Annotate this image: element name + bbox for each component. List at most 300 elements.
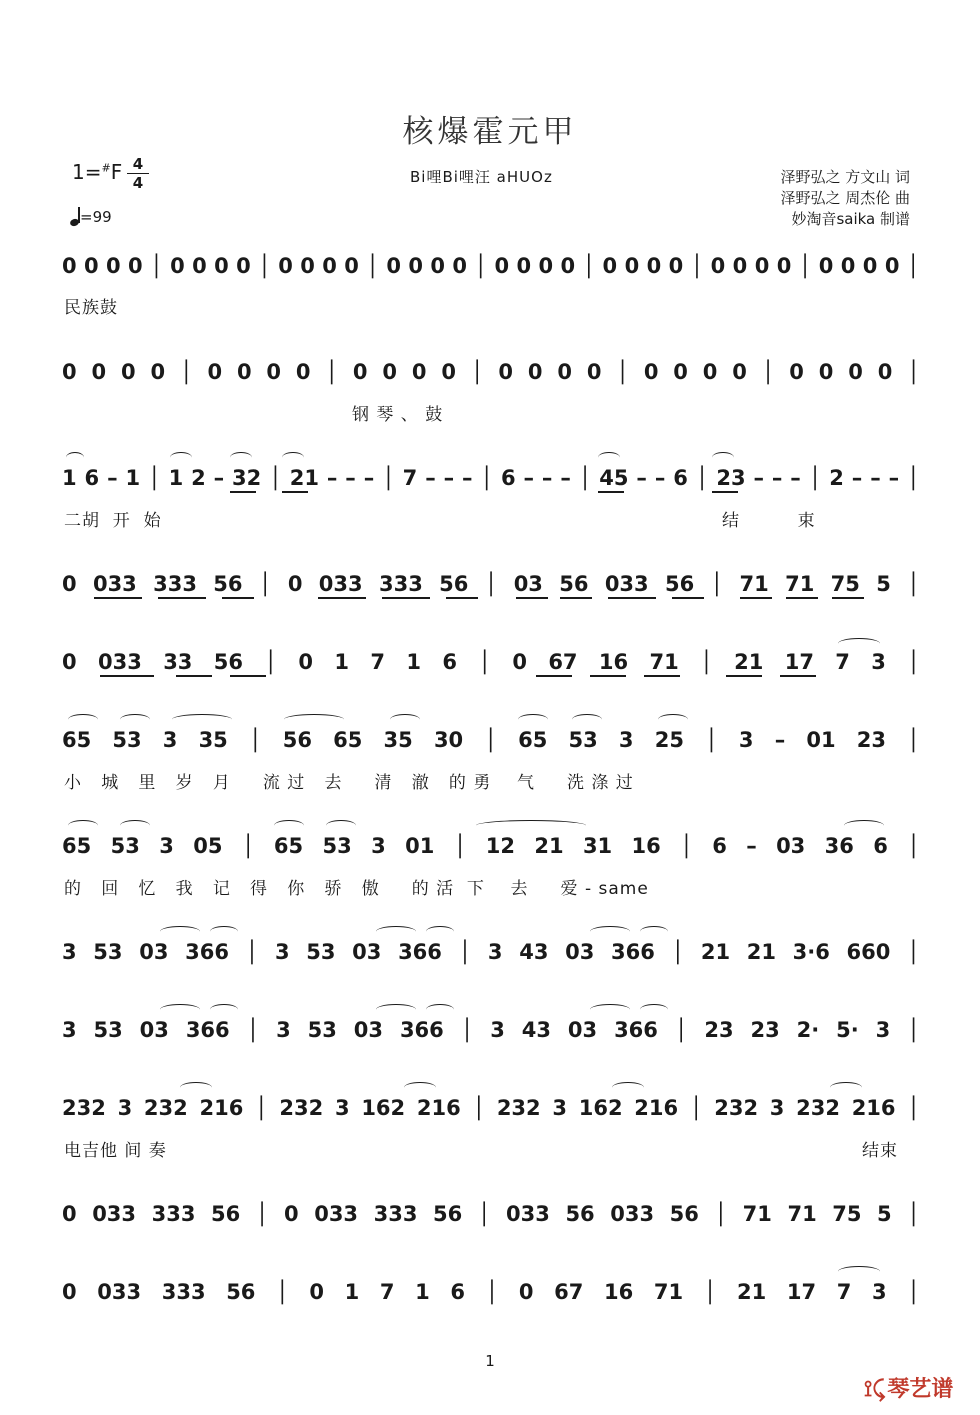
barline: │ [480,466,494,490]
note-group: 16 [603,1280,634,1304]
note-group: 0 [862,254,878,278]
note-group: 35 [383,728,413,752]
note-group: 0 [128,254,143,278]
note-group: 03 [565,940,595,964]
note-group: 0 [236,254,251,278]
notation-system-4 [62,572,920,596]
barline: │ [264,650,278,674]
notation-system-10 [62,1096,920,1120]
note-group: – [654,466,666,490]
note-group: 71 [739,572,769,596]
lyric-line-7: 的 回 忆 我 记 得 你 骄 傲 的 活 下 去 爱 - same [64,879,649,899]
note-group: 03 [776,834,806,858]
note-group: 6 [873,834,888,858]
note-group: 21 [734,650,764,674]
note-group: 56 [565,1202,595,1226]
note-group: 67 [548,650,578,674]
note-group: 232 [796,1096,840,1120]
note-group: 366 [185,940,229,964]
note-group: 71 [742,1202,772,1226]
note-group: 05 [193,834,223,858]
note-group: 0 [516,254,532,278]
subtitle: Bi哩Bi哩汪 aHUOz [410,168,553,186]
note-group: 033 [97,650,142,674]
note-group: 366 [399,1018,444,1042]
note-group: 21 [534,834,564,858]
note-group: 366 [398,940,442,964]
note-group: 23 [750,1018,780,1042]
barline: │ [695,466,709,490]
note-group: – [326,466,338,490]
barline: │ [710,572,724,596]
barline: │ [798,254,812,278]
note-group: 43 [519,940,549,964]
note-group: 56 [226,1280,256,1304]
note-group: 17 [784,650,814,674]
barline: │ [671,940,685,964]
note-group: 033 [314,1202,359,1226]
note-group: 216 [199,1096,244,1120]
note-group: 0 [818,254,834,278]
note-group: 0 [512,650,527,674]
note-group: 56 [211,1202,241,1226]
note-group: 03 [139,1018,169,1042]
note-group: 53 [306,940,336,964]
note-group: 333 [373,1202,418,1226]
note-group: – [774,728,786,752]
note-group: 0 [284,1202,299,1226]
note-group: 2 [829,466,844,490]
note-group: 0 [840,254,856,278]
barline: │ [258,572,272,596]
note-group: 7 [835,650,850,674]
note-group: 0 [754,254,770,278]
note-group: 6 [712,834,727,858]
note-group: 3 [490,1018,505,1042]
barline: │ [472,1096,486,1120]
note-group: 3 [162,728,178,752]
lyric-line-10: 电吉他 间 奏 [64,1141,167,1161]
note-group: 21 [736,1280,767,1304]
barline: │ [366,254,379,278]
note-group: 0 [295,360,311,384]
note-group: 0 [557,360,572,384]
barline: │ [248,728,262,752]
note-group: 6 [442,650,457,674]
barline: │ [674,1018,688,1042]
barline: │ [458,940,472,964]
note-group: 53 [110,834,140,858]
note-group: 0 [62,360,77,384]
barline: │ [484,572,498,596]
note-group: 25 [654,728,684,752]
barline: │ [246,1018,260,1042]
note-group: 162 [578,1096,623,1120]
barline: │ [761,360,775,384]
note-group: 216 [416,1096,461,1120]
barline: │ [907,728,920,752]
note-group: 35 [198,728,228,752]
barline: │ [258,254,271,278]
note-group: 232 [714,1096,759,1120]
lyric-line-2: 钢 琴 、 鼓 [352,405,444,425]
barline: │ [148,466,161,490]
note-group: 53 [93,1018,123,1042]
note-group: 67 [554,1280,584,1304]
credit-composer: 泽野弘之 周杰伦 曲 [780,189,910,207]
note-group: 3 [62,1018,77,1042]
note-group: 0 [646,254,662,278]
note-group: 0 [287,572,303,596]
note-group: 0 [494,254,510,278]
sharp-sign: # [101,161,111,175]
note-group: 53 [322,834,352,858]
note-group: 1 [62,466,77,490]
note-group: 1 [125,466,141,490]
tempo-marking [70,206,112,226]
barline: │ [453,834,467,858]
note-group: 3 [871,1280,887,1304]
note-group: 45 [599,466,629,490]
note-group: 12 [485,834,515,858]
note-group: 56 [213,572,243,596]
note-group: 0 [776,254,792,278]
note-group: 71 [649,650,679,674]
note-group: – [753,466,764,490]
notation-system-12 [62,1280,920,1304]
barline: │ [484,728,497,752]
note-group: 333 [153,572,197,596]
note-group: 0 [298,650,314,674]
note-group: 03 [352,940,382,964]
barline: │ [907,1280,920,1304]
note-group: 0 [150,360,166,384]
notation-system-8 [62,940,920,964]
note-group: 53 [93,940,123,964]
barline: │ [269,466,282,490]
notation-system-6 [62,728,920,752]
logo-text: 琴艺谱 [887,1377,954,1402]
note-group: 0 [120,360,136,384]
note-group: 0 [382,360,398,384]
barline: │ [325,360,339,384]
note-group: 0 [560,254,576,278]
note-group: 0 [586,360,602,384]
note-group: – [870,466,881,490]
note-group: 5 [876,572,891,596]
note-group: 3 [274,940,290,964]
note-group: 3 [871,650,886,674]
note-group: 0 [207,360,223,384]
note-group: 0 [710,254,726,278]
note-group: 7 [370,650,385,674]
note-group: 0 [62,1280,77,1304]
note-group: 21 [746,940,776,964]
note-group: – [790,466,801,490]
note-group: 366 [614,1018,658,1042]
barline: │ [714,1202,728,1226]
note-group: 36 [824,834,854,858]
note-group: 03 [139,940,169,964]
note-group: 53 [112,728,142,752]
barline: │ [680,834,693,858]
credit-transcriber: 妙淘音saika 制谱 [791,210,910,228]
note-group: 43 [521,1018,552,1042]
note-group: 3 [875,1018,891,1042]
barline: │ [474,254,488,278]
note-group: 56 [669,1202,699,1226]
note-group: 56 [213,650,244,674]
note-group: 6 [500,466,516,490]
note-group: 0 [732,254,748,278]
note-group: – [636,466,647,490]
lyric-line-6: 小 城 里 岁 月 流 过 去 清 澈 的 勇 气 洗 涤 过 [64,773,634,793]
note-group: 2· [796,1018,820,1042]
lyric-line-3: 二胡 开 始 [64,511,162,531]
note-group: 0 [452,254,467,278]
note-group: – [851,466,863,490]
note-group: 17 [786,1280,817,1304]
note-group: 0 [322,254,337,278]
note-group: – [425,466,436,490]
barline: │ [382,466,395,490]
page-number: 1 [485,1352,495,1370]
note-group: 0 [538,254,554,278]
note-group: 2 [191,466,206,490]
note-group: 71 [787,1202,817,1226]
note-group: 0 [518,1280,534,1304]
note-group: 3 [371,834,386,858]
note-group: 3 [117,1096,133,1120]
lyric-line-1: 民族鼓 [64,298,118,318]
credit-lyricist: 泽野弘之 方文山 词 [780,168,910,186]
note-group: 0 [702,360,718,384]
barline: │ [907,1018,920,1042]
note-group: 232 [279,1096,324,1120]
note-group: 0 [236,360,252,384]
barline: │ [907,466,920,490]
note-group: 0 [344,254,359,278]
note-group: 16 [631,834,661,858]
note-group: 23 [704,1018,734,1042]
note-group: – [888,466,900,490]
notation-system-7 [62,834,920,858]
note-group: 033 [97,1280,142,1304]
note-group: 01 [806,728,836,752]
notation-system-2 [62,360,920,384]
note-group: – [523,466,534,490]
note-group: 3 [62,940,77,964]
note-group: 0 [106,254,121,278]
note-group: 56 [439,572,469,596]
time-numerator: 4 [132,155,144,173]
note-group: 1 [415,1280,430,1304]
barline: │ [907,834,920,858]
note-group: 033 [318,572,363,596]
note-group: 0 [602,254,618,278]
barline: │ [808,466,822,490]
note-group: 0 [877,360,893,384]
notation-system-11 [62,1202,920,1226]
barline: │ [907,360,920,384]
note-group: 75 [832,1202,862,1226]
note-group: 65 [62,728,92,752]
note-group: 33 [163,650,193,674]
key-signature [72,160,122,184]
note-group: 033 [92,1202,137,1226]
barline: │ [241,834,255,858]
note-group: 3 [159,834,174,858]
note-group: 0 [386,254,401,278]
note-group: 1 [168,466,184,490]
barline: │ [245,940,259,964]
notation-system-5 [62,650,920,674]
page-title: 核爆霍元甲 [402,114,578,150]
barline: │ [477,1202,491,1226]
key-prefix: 1= [72,160,102,184]
note-group: 0 [430,254,445,278]
note-group: 03 [513,572,543,596]
note-group: 0 [732,360,747,384]
note-group: 366 [185,1018,230,1042]
note-group: 71 [653,1280,684,1304]
note-group: – [213,466,225,490]
note-group: 1 [334,650,349,674]
brand-logo [864,1372,953,1403]
note-group: 21 [700,940,731,964]
note-group: 23 [856,728,886,752]
note-group: 0 [62,572,77,596]
note-group: 0 [91,360,107,384]
note-group: 033 [92,572,137,596]
notation-system-9 [62,1018,920,1042]
note-group: 216 [634,1096,679,1120]
note-group: 0 [818,360,834,384]
note-group: 3 [618,728,634,752]
note-group: 3 [738,728,754,752]
note-group: 0 [278,254,293,278]
note-group: 033 [506,1202,550,1226]
note-group: 3 [334,1096,350,1120]
notation-system-3 [62,466,920,490]
note-group: 333 [378,572,423,596]
note-group: 333 [161,1280,206,1304]
note-group: 162 [361,1096,406,1120]
barline: │ [179,360,193,384]
note-group: 32 [232,466,262,490]
barline: │ [582,254,596,278]
note-group: 3·6 [792,940,830,964]
note-group: 1 [344,1280,360,1304]
note-group: 23 [716,466,746,490]
note-group: 0 [214,254,229,278]
note-group: 7 [379,1280,395,1304]
time-signature [127,156,149,191]
note-group: 0 [789,360,804,384]
logo-mark-icon: ⟟⤹ [864,1377,886,1402]
quarter-note-icon [70,206,80,226]
note-group: 03 [567,1018,598,1042]
barline: │ [907,650,920,674]
barline: │ [703,1280,717,1304]
note-group: 0 [170,254,185,278]
note-group: 03 [353,1018,384,1042]
barline: │ [907,572,920,596]
note-group: 0 [62,254,77,278]
note-group: 56 [664,572,695,596]
note-group: 6 [673,466,688,490]
note-group: – [363,466,375,490]
note-group: – [345,466,356,490]
note-group: 0 [441,360,456,384]
note-group: – [746,834,757,858]
note-group: 0 [192,254,207,278]
note-group: 0 [411,360,427,384]
note-group: 5· [836,1018,859,1042]
barline: │ [907,940,920,964]
note-group: 0 [84,254,99,278]
note-group: 216 [851,1096,896,1120]
note-group: 01 [405,834,435,858]
barline: │ [276,1280,289,1304]
note-group: 5 [877,1202,892,1226]
note-group: 65 [62,834,92,858]
note-group: 65 [273,834,304,858]
note-group: 660 [846,940,891,964]
note-group: 232 [143,1096,188,1120]
note-group: 0 [300,254,315,278]
barline: │ [700,650,713,674]
note-group: 232 [62,1096,106,1120]
barline: │ [907,1096,920,1120]
note-group: 16 [598,650,629,674]
note-group: – [541,466,553,490]
barline: │ [907,1202,920,1226]
note-group: 7 [836,1280,852,1304]
note-group: 232 [496,1096,541,1120]
note-group: 56 [559,572,589,596]
barline: │ [255,1202,269,1226]
note-group: 53 [568,728,598,752]
note-group: 31 [582,834,613,858]
note-group: 3 [552,1096,567,1120]
note-group: 0 [352,360,368,384]
note-group: 0 [624,254,640,278]
note-group: 0 [643,360,659,384]
note-group: 0 [668,254,684,278]
note-group: 71 [785,572,815,596]
barline: │ [578,466,592,490]
note-group: – [771,466,783,490]
note-group: 0 [498,360,513,384]
key-note: F [110,160,123,184]
note-group: 0 [884,254,900,278]
note-group: 366 [611,940,655,964]
note-group: 0 [527,360,543,384]
notation-system-1 [62,254,920,278]
note-group: 033 [610,1202,655,1226]
note-group: 3 [487,940,503,964]
note-group: 30 [433,728,464,752]
barline: │ [478,650,491,674]
note-group: 0 [408,254,423,278]
note-group: 65 [518,728,548,752]
barline: │ [485,1280,499,1304]
note-group: 0 [673,360,688,384]
barline: │ [470,360,484,384]
note-group: 3 [276,1018,291,1042]
note-group: 56 [433,1202,463,1226]
